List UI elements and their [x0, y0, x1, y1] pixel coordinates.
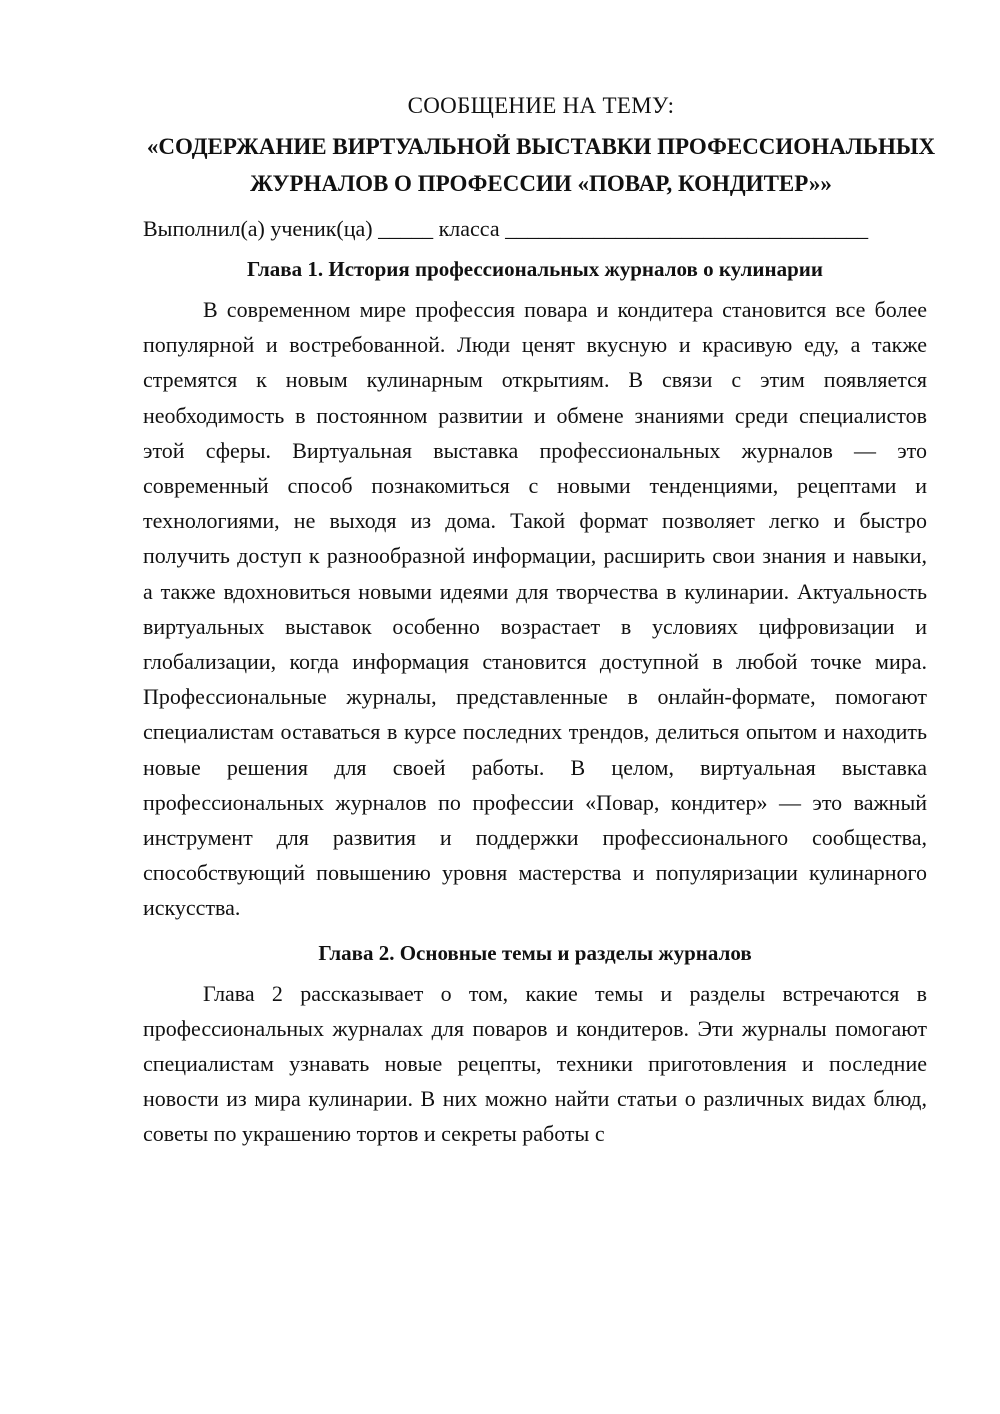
chapter-1-heading: Глава 1. История профессиональных журналов о кулинарии — [247, 257, 823, 281]
report-title: «СОДЕРЖАНИЕ ВИРТУАЛЬНОЙ ВЫСТАВКИ ПРОФЕССИОНАЛЬНЫХ ЖУРНАЛОВ О ПРОФЕССИИ «ПОВАР, КОНДИТЕР»» — [146, 134, 936, 196]
chapter-2-heading: Глава 2. Основные темы и разделы журналов — [318, 940, 752, 965]
chapter-2-paragraph: Глава 2 рассказывает о том, какие темы и разделы встречаются в профессиональных журналах для поваров и кондитеров. Эти журналы помогают специалистам узнавать новые рецепты, техники приготовления и последние новости из мира кулинарии. В них можно найти статьи о различных видах блюд, советы по украшению тортов и секреты работы с — [143, 980, 927, 1147]
report-heading: СООБЩЕНИЕ НА ТЕМУ: — [407, 93, 675, 118]
author-line: Выполнил(а) ученик(ца) _____ класса _________________________________ — [143, 216, 869, 241]
chapter-1-paragraph: В современном мире профессия повара и кондитера становится все более популярной и востребованной. Люди ценят вкусную и красивую еду, а также стремятся к новым кулинарным открытиям. В связи с этим появляется необходимость в постоянном развитии и обмене знаниями среди специалистов этой сферы. Виртуальная выставка профессиональных журналов — это современный способ познакомиться с новыми тенденциями, рецептами и технологиями, не выходя из дома. Такой формат позволяет легко и быстро получить доступ к разнообразной информации, расширить свои знания и навыки, а также вдохновиться новыми идеями для творчества в кулинарии. Актуальность виртуальных выставок особенно возрастает в условиях цифровизации и глобализации, когда информация становится доступной в любой точке мира. Профессиональные журналы, представленные в онлайн-формате, помогают специалистам оставаться в курсе последних трендов, делиться опытом и находить новые решения для своей работы. В целом, виртуальная выставка профессиональных журналов по профессии «Повар, кондитер» — это важный инструмент для развития и поддержки профессионального сообщества, способствующий повышению уровня мастерства и популяризации кулинарного искусства. — [143, 297, 927, 921]
